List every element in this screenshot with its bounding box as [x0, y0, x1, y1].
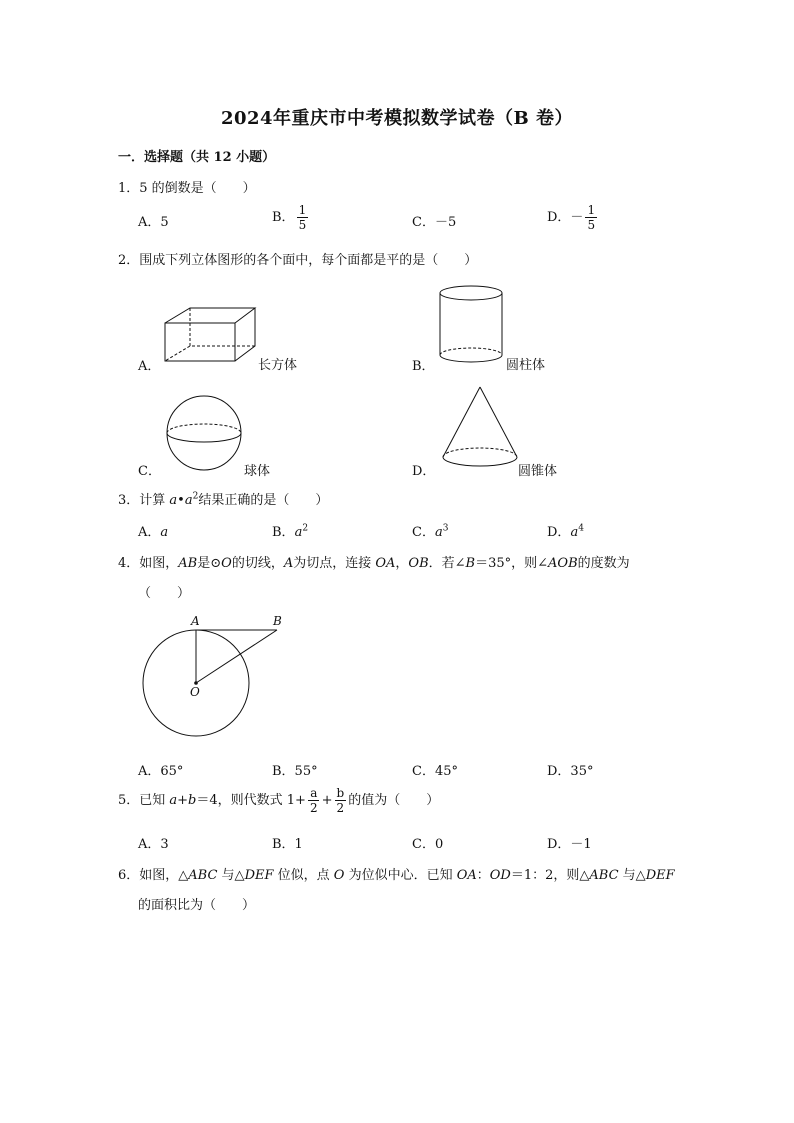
q3-option-d	[547, 521, 584, 540]
q3-c-base: a	[434, 525, 443, 540]
q4-text-6: ．若∠	[428, 556, 466, 571]
q5-fraction-a	[308, 786, 320, 815]
q3-d-exp: 4	[578, 523, 584, 534]
section-heading: 一．选择题（共 12 小题）	[118, 150, 276, 165]
q5-f1-den: 2	[309, 801, 318, 815]
q1-option-d-fraction	[585, 203, 597, 232]
q4-var-o: O	[221, 556, 232, 571]
q1-b-denominator: 5	[298, 218, 307, 232]
q6-var-abc-2: ABC	[589, 868, 619, 883]
question-5-stem	[118, 786, 439, 815]
q2-cone-label: 圆锥体	[518, 464, 558, 479]
q6-text-3: 位似，点	[273, 868, 334, 883]
fig-point-a: A	[191, 614, 200, 628]
q4-option-c: C．45°	[412, 764, 458, 779]
q1-d-numerator: 1	[587, 203, 596, 217]
page-title: 2024年重庆市中考模拟数学试卷（B 卷）	[220, 108, 574, 129]
q3-option-b	[272, 521, 308, 540]
q6-text-4: 为位似中心．已知	[344, 868, 457, 883]
q5-plus: +	[321, 793, 333, 808]
q4-var-b: B	[465, 556, 476, 571]
q1-option-a: A．5	[138, 215, 169, 230]
q3-var-a2: a	[184, 493, 193, 508]
q6-text-5: ：	[476, 868, 490, 883]
q2-option-b: B．	[412, 359, 435, 374]
question-6-line-2: 的面积比为（ ）	[138, 898, 256, 913]
question-2-stem: 2．围成下列立体图形的各个面中，每个面都是平的是（ ）	[118, 253, 478, 268]
q5-option-a: A．3	[138, 837, 169, 852]
q3-b-base: a	[294, 525, 303, 540]
q4-option-b: B．55°	[272, 764, 318, 779]
q6-text-1: 6．如图，△	[118, 868, 189, 883]
q4-text-1: 4．如图，	[118, 556, 179, 571]
q6-var-oa: OA	[456, 868, 477, 883]
q3-a-value: a	[160, 525, 169, 540]
q5-text-1: 5．已知	[118, 793, 170, 808]
question-3-stem	[118, 489, 328, 508]
q3-a-prefix: A．	[138, 525, 161, 540]
q2-cylinder-label: 圆柱体	[506, 358, 546, 373]
q3-b-exp: 2	[302, 523, 309, 534]
q2-option-c: C．	[138, 464, 161, 479]
q4-text-7: ＝35°，则∠	[475, 556, 549, 571]
q6-var-o: O	[333, 868, 345, 883]
q3-d-prefix: D．	[547, 525, 571, 540]
q1-option-b	[272, 203, 310, 232]
q5-f2-num: b	[336, 786, 345, 800]
q1-option-d	[547, 203, 599, 232]
q3-d-base: a	[570, 525, 579, 540]
q3-stem-suffix: 结果正确的是（ ）	[198, 493, 329, 508]
q2-option-a: A．	[138, 359, 161, 374]
question-4-stem	[118, 552, 630, 571]
q4-text-2: 是⊙	[197, 556, 222, 571]
question-6-stem	[118, 864, 675, 883]
q2-sphere-label: 球体	[244, 464, 271, 479]
q6-text-2: 与△	[217, 868, 245, 883]
cylinder-figure	[438, 284, 508, 366]
q3-dot: •	[177, 493, 185, 508]
q4-text-8: 的度数为	[577, 556, 630, 571]
q3-option-c	[412, 521, 448, 540]
q3-var-a1: a	[169, 493, 178, 508]
q4-option-a: A．65°	[138, 764, 184, 779]
q2-option-d: D．	[412, 464, 436, 479]
fig-point-b: B	[273, 614, 282, 628]
q4-var-a: A	[283, 556, 294, 571]
q6-var-def: DEF	[244, 868, 274, 883]
q1-option-d-prefix: D．－	[547, 210, 584, 225]
q3-stem-prefix: 3．计算	[118, 493, 170, 508]
q3-c-exp: 3	[442, 523, 449, 534]
q6-var-def-2: DEF	[645, 868, 675, 883]
q4-answer-paren: （ ）	[138, 586, 191, 601]
q4-var-ab: AB	[178, 556, 198, 571]
q6-text-6: ＝1：2，则△	[510, 868, 590, 883]
q5-text-2: ＝4，则代数式 1+	[196, 793, 306, 808]
q4-option-d: D．35°	[547, 764, 594, 779]
q1-b-numerator: 1	[298, 203, 307, 217]
q5-option-d: D．－1	[547, 837, 592, 852]
fig-point-o: O	[190, 685, 200, 699]
sphere-figure	[165, 396, 245, 472]
q6-var-od: OD	[489, 868, 511, 883]
q5-option-b: B．1	[272, 837, 303, 852]
q3-c-prefix: C．	[412, 525, 435, 540]
q5-option-c: C．0	[412, 837, 444, 852]
q1-d-denominator: 5	[587, 218, 596, 232]
q4-text-3: 的切线，	[231, 556, 284, 571]
q2-cuboid-label: 长方体	[258, 358, 298, 373]
q1-option-b-prefix: B．	[272, 210, 295, 225]
tangent-circle-figure	[140, 612, 300, 742]
q1-option-c: C．－5	[412, 215, 457, 230]
q3-b-prefix: B．	[272, 525, 295, 540]
question-1-stem: 1．5 的倒数是（ ）	[118, 181, 256, 196]
cone-figure	[440, 385, 520, 471]
q5-text-3: 的值为（ ）	[348, 793, 440, 808]
q4-text-5: ，	[395, 556, 409, 571]
q1-option-b-fraction	[297, 203, 309, 232]
q5-f2-den: 2	[336, 801, 345, 815]
q4-var-aob: AOB	[548, 556, 578, 571]
q6-text-7: 与△	[618, 868, 646, 883]
q4-text-4: 为切点，连接	[293, 556, 376, 571]
q4-var-oa: OA	[375, 556, 396, 571]
q5-fraction-b	[335, 786, 347, 815]
q3-exponent: 2	[192, 491, 199, 502]
q3-option-a	[138, 521, 168, 540]
q5-f1-num: a	[310, 786, 318, 800]
q6-var-abc: ABC	[188, 868, 218, 883]
q5-var-ab: a+b	[169, 793, 197, 808]
q4-var-ob: OB	[408, 556, 429, 571]
cuboid-figure	[160, 303, 260, 363]
